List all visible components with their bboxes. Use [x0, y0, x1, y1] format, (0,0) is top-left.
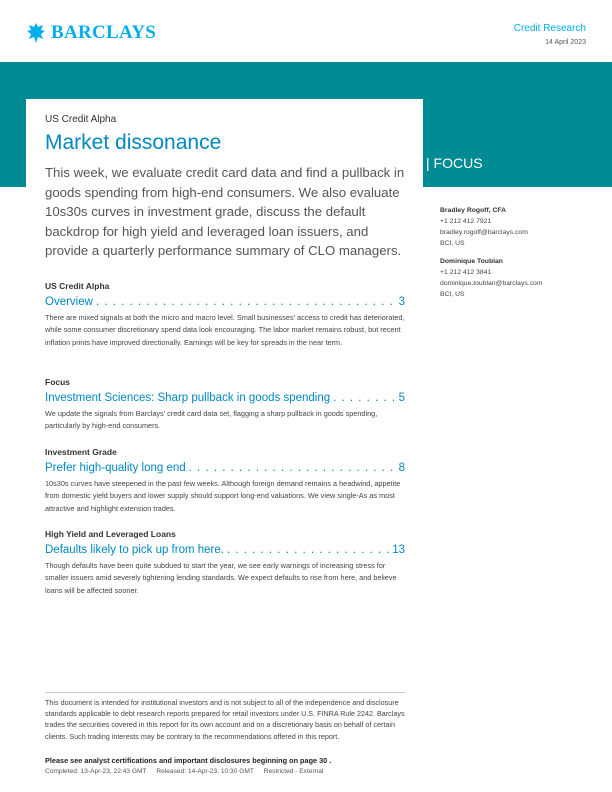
toc-section-heading: US Credit Alpha [45, 281, 110, 291]
toc-entry [45, 529, 405, 597]
toc-link[interactable] [45, 544, 405, 556]
author-name: Dominique Toublan [440, 258, 503, 265]
focus-label: | FOCUS [426, 155, 483, 171]
toc-description: We update the signals from Barclays' credit card data set, flagging a sharp pullback in goods spending, particularly by high-end consumers. [45, 409, 378, 431]
author-phone: +1 212 412 7921 [440, 218, 492, 225]
toc-entry [45, 447, 405, 515]
toc-page-number[interactable]: 3 [398, 296, 405, 308]
header-meta [514, 23, 586, 46]
toc-link-title[interactable]: Prefer high-quality long end [45, 462, 186, 474]
toc-link[interactable] [45, 392, 405, 404]
author-card [440, 256, 543, 300]
research-section: Credit Research [513, 23, 586, 34]
author-phone: +1 212 412 3841 [440, 269, 492, 276]
barclays-logo [26, 22, 156, 44]
toc-link-title[interactable]: Overview [45, 296, 93, 308]
author-email[interactable]: bradley.rogoff@barclays.com [440, 229, 528, 236]
author-email[interactable]: dominique.toublan@barclays.com [440, 280, 543, 287]
author-card [440, 205, 528, 249]
eagle-icon [26, 22, 46, 44]
toc-leader [189, 462, 396, 474]
toc-entry [45, 377, 405, 433]
completed-timestamp: Completed: 13-Apr-23, 22:43 GMT [45, 768, 147, 775]
publication-date: 14 April 2023 [545, 39, 586, 46]
toc-leader [227, 544, 389, 556]
toc-link-title[interactable]: Defaults likely to pick up from here. [45, 544, 224, 556]
analyst-certification-note: Please see analyst certifications and important disclosures beginning on page 30 . [45, 756, 332, 765]
toc-leader [333, 392, 395, 404]
toc-description: There are mixed signals at both the micro and macro level. Small businesses' access to credit has deteriorated, while some consumer discretionary spend data look encouraging. The labor market remains robust, but recent inflation prints have improved directionally. Earnings will be key for spreads in the near term. [45, 313, 405, 347]
toc-link-title[interactable]: Investment Sciences: Sharp pullback in goods spending [45, 392, 331, 404]
author-entity: BCI, US [440, 291, 465, 298]
brand-name: BARCLAYS [51, 22, 157, 43]
toc-description: Though defaults have been quite subdued to start the year, we see early warnings of increasing stress for smaller issuers amid severely tightening lending standards. We expect defaults to rise from here, and believe loans will be affected sooner. [45, 561, 397, 595]
toc-leader [96, 296, 396, 308]
author-name: Bradley Rogoff, CFA [440, 207, 507, 214]
document-meta [45, 768, 331, 775]
toc-page-number[interactable]: 5 [398, 392, 405, 404]
report-title: Market dissonance [45, 131, 222, 154]
classification-label: Restricted - External [263, 768, 324, 775]
report-summary: This week, we evaluate credit card data and find a pullback in goods spending from high-end consumers. We also evaluate 10s30s curves in investment grade, discuss the default backdrop for high yield and leveraged loan issuers, and provide a quarterly performance summary of CLO managers. [45, 165, 405, 258]
report-series: US Credit Alpha [45, 114, 117, 125]
released-timestamp: Released: 14-Apr-23, 10:30 GMT [156, 768, 254, 775]
disclaimer-text: This document is intended for institutional investors and is not subject to all of the independence and disclosure standards applicable to debt research reports prepared for retail investors under U.S. FINRA Rule 2242. Barclays trades the securities covered in this report for its own account and on a discretionary basis on behalf of certain clients. Such trading interests may be contrary to the recommendations offered in this report. [45, 698, 405, 741]
toc-link[interactable] [45, 296, 405, 308]
toc-section-heading: Focus [45, 377, 71, 387]
toc-section-heading: High Yield and Leveraged Loans [45, 529, 176, 539]
toc-page-number[interactable]: 8 [398, 462, 405, 474]
toc-page-number[interactable]: 13 [392, 544, 405, 556]
toc-entry [45, 281, 405, 349]
author-entity: BCI, US [440, 240, 465, 247]
toc-description: 10s30s curves have steepened in the past few weeks. Although foreign demand remains a headwind, appetite from domestic yield buyers and lower supply should support long-end valuations. We view single-As as most attractive and highlight extension trades. [45, 479, 401, 513]
toc-section-heading: Investment Grade [45, 447, 117, 457]
footer-divider [45, 692, 405, 693]
toc-link[interactable] [45, 462, 405, 474]
